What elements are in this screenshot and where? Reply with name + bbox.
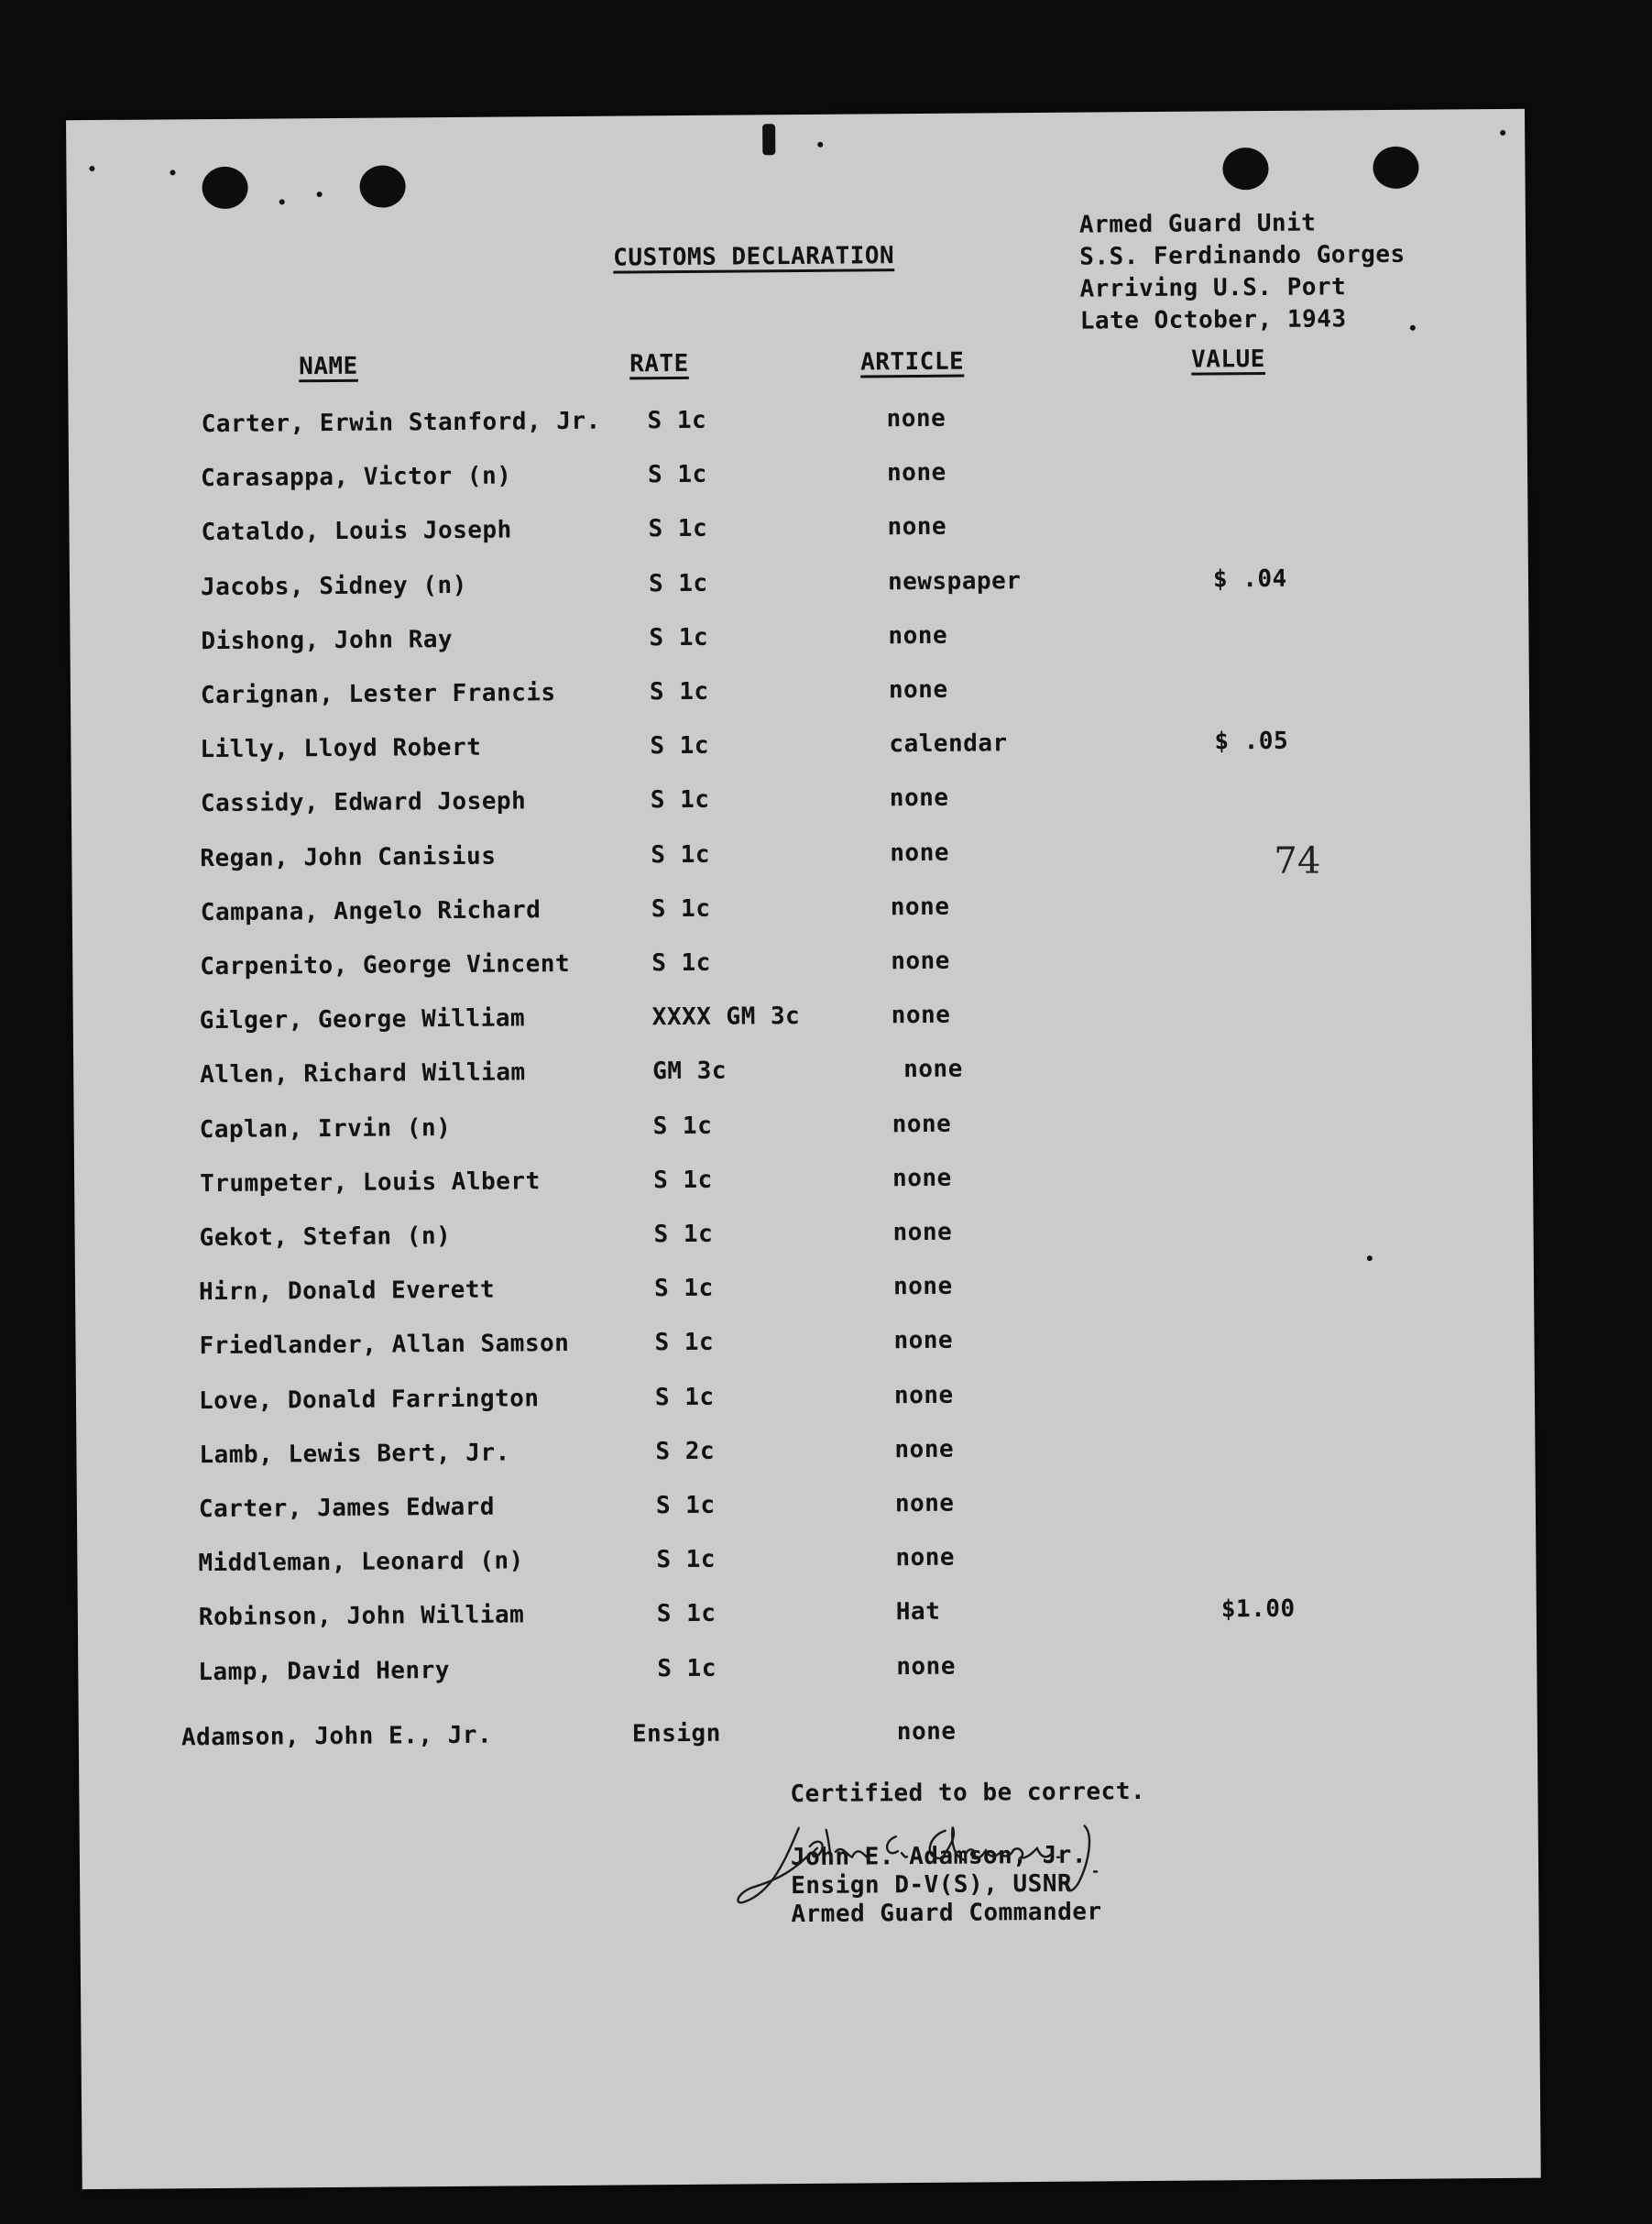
- row-rate: S 1c: [647, 460, 707, 489]
- row-name: Lilly, Lloyd Robert: [200, 733, 482, 764]
- row-rate: S 1c: [648, 569, 708, 597]
- signer-rank: Ensign D-V(S), USNR: [791, 1869, 1073, 1901]
- row-rate: S 1c: [655, 1491, 716, 1520]
- speck: [1367, 1255, 1373, 1261]
- row-rate: S 1c: [656, 1600, 717, 1628]
- column-header-article: ARTICLE: [860, 347, 965, 377]
- row-rate: S 1c: [651, 948, 712, 978]
- row-article: none: [894, 1435, 955, 1463]
- row-article: none: [892, 1218, 953, 1247]
- row-rate: S 1c: [649, 677, 709, 707]
- table-row: [77, 1539, 1536, 1588]
- table-row: [75, 1268, 1534, 1317]
- row-article: none: [891, 1001, 951, 1030]
- row-name: Campana, Angelo Richard: [200, 896, 542, 926]
- row-article: none: [894, 1489, 955, 1518]
- unit-info: [1079, 207, 1406, 338]
- table-row: [71, 780, 1530, 828]
- signer-title: Armed Guard Commander: [791, 1898, 1102, 1929]
- row-article: none: [893, 1327, 954, 1355]
- row-rate: S 1c: [650, 731, 710, 761]
- row-article: newspaper: [887, 566, 1022, 596]
- row-article: none: [888, 621, 948, 651]
- row-name: Carpenito, George Vincent: [200, 949, 571, 981]
- row-name: Regan, John Canisius: [200, 842, 497, 872]
- row-name: Lamp, David Henry: [198, 1656, 451, 1686]
- table-row: [71, 672, 1529, 720]
- row-name: Hirn, Donald Everett: [198, 1276, 496, 1307]
- speck: [89, 166, 94, 171]
- row-rate: S 1c: [651, 894, 711, 924]
- row-rate: S 2c: [655, 1437, 716, 1466]
- document-page: [66, 109, 1541, 2189]
- row-value: $ .04: [1212, 564, 1287, 594]
- row-name: Friedlander, Allan Samson: [199, 1330, 570, 1361]
- table-row: [75, 1322, 1534, 1371]
- row-rate: S 1c: [652, 1112, 713, 1140]
- table-row: [69, 455, 1527, 503]
- row-name: Gekot, Stefan (n): [199, 1222, 452, 1253]
- row-article: none: [886, 404, 946, 433]
- table-row: [73, 997, 1532, 1046]
- speck: [317, 192, 323, 197]
- speck: [762, 124, 775, 155]
- row-rate: S 1c: [656, 1545, 717, 1574]
- column-header-value: VALUE: [1190, 345, 1266, 374]
- row-article: none: [886, 458, 946, 488]
- row-name: Cassidy, Edward Joseph: [200, 787, 527, 818]
- table-row: [78, 1648, 1537, 1696]
- table-row: [72, 943, 1531, 991]
- table-row: [70, 563, 1528, 611]
- speck: [1410, 325, 1416, 331]
- table-row: [72, 889, 1531, 937]
- row-rate: S 1c: [653, 1166, 713, 1195]
- row-name: Jacobs, Sidney (n): [200, 571, 467, 601]
- row-rate: S 1c: [657, 1654, 717, 1682]
- row-name: Carter, James Edward: [198, 1493, 496, 1524]
- document-title: CUSTOMS DECLARATION: [613, 242, 895, 272]
- row-article: none: [889, 784, 949, 813]
- row-article: none: [890, 838, 950, 867]
- row-rate: S 1c: [648, 515, 708, 543]
- unit-info-line: Arriving U.S. Port: [1079, 273, 1347, 303]
- certification-statement: Certified to be correct.: [790, 1778, 1146, 1809]
- row-rate: S 1c: [647, 406, 707, 435]
- row-article: none: [892, 1272, 953, 1301]
- row-rate: XXXX GM 3c: [651, 1002, 801, 1032]
- row-name: Trumpeter, Louis Albert: [200, 1167, 541, 1198]
- row-article: none: [890, 893, 950, 922]
- row-article: Hat: [895, 1598, 941, 1627]
- handwritten-signature: [735, 1807, 1130, 1920]
- signer-name: John E. Adamson, Jr.: [790, 1841, 1088, 1872]
- punch-hole: [1373, 147, 1418, 189]
- row-name: Allen, Richard William: [200, 1058, 526, 1090]
- row-rate: S 1c: [650, 786, 710, 815]
- table-row: [78, 1594, 1537, 1642]
- table-row: [69, 509, 1527, 557]
- table-row: [74, 1160, 1533, 1209]
- row-article: none: [888, 675, 948, 705]
- table-row: [76, 1376, 1535, 1425]
- page-number: 74: [1274, 839, 1321, 882]
- row-name: Carignan, Lester Francis: [200, 679, 556, 710]
- row-rate: GM 3c: [652, 1057, 728, 1086]
- unit-info-line: S.S. Ferdinando Gorges: [1079, 240, 1406, 271]
- row-name: Carter, Erwin Stanford, Jr.: [201, 407, 601, 439]
- row-rate: S 1c: [653, 1220, 714, 1249]
- row-rate: S 1c: [649, 623, 709, 652]
- row-article: none: [892, 1110, 952, 1138]
- row-name: Lamb, Lewis Bert, Jr.: [199, 1439, 510, 1469]
- row-rate: S 1c: [653, 1274, 714, 1303]
- unit-info-line: Armed Guard Unit: [1078, 209, 1317, 239]
- row-article: none: [895, 1543, 956, 1572]
- row-rate: S 1c: [651, 840, 711, 869]
- punch-hole: [202, 167, 247, 209]
- table-row: [73, 1051, 1532, 1100]
- row-article: none: [896, 1717, 957, 1746]
- table-row: [74, 1105, 1533, 1154]
- table-row: [74, 1214, 1533, 1263]
- speck: [170, 170, 175, 175]
- row-rate: Ensign: [631, 1719, 721, 1748]
- unit-info-line: Late October, 1943: [1079, 305, 1347, 335]
- punch-hole: [1222, 148, 1268, 190]
- speck: [279, 199, 285, 204]
- table-row: [70, 618, 1528, 666]
- table-row: [71, 726, 1529, 774]
- row-article: none: [891, 947, 951, 976]
- row-value: $ .05: [1214, 727, 1289, 756]
- table-row: [69, 400, 1527, 449]
- row-name: Carasappa, Victor (n): [200, 462, 512, 493]
- row-article: none: [887, 513, 947, 542]
- row-article: none: [903, 1055, 963, 1084]
- punch-hole: [359, 165, 405, 207]
- row-name: Caplan, Irvin (n): [199, 1113, 452, 1144]
- row-name: Robinson, John William: [198, 1601, 525, 1632]
- row-name: Adamson, John E., Jr.: [181, 1721, 493, 1752]
- row-name: Cataldo, Louis Joseph: [201, 516, 512, 547]
- row-rate: S 1c: [654, 1329, 715, 1357]
- row-name: Love, Donald Farrington: [198, 1384, 540, 1415]
- speck: [817, 142, 823, 148]
- column-header-name: NAME: [299, 352, 358, 381]
- row-article: none: [893, 1381, 954, 1409]
- table-row: [77, 1485, 1536, 1534]
- row-article: none: [896, 1652, 957, 1681]
- row-rate: S 1c: [654, 1383, 715, 1411]
- row-name: Dishong, John Ray: [201, 625, 454, 655]
- row-article: calendar: [889, 729, 1008, 759]
- table-row: [79, 1713, 1537, 1761]
- table-row: [76, 1431, 1535, 1480]
- column-header-rate: RATE: [629, 349, 689, 378]
- row-article: none: [892, 1164, 952, 1192]
- row-value: $1.00: [1220, 1595, 1296, 1624]
- speck: [1500, 130, 1505, 136]
- row-name: Middleman, Leonard (n): [198, 1547, 524, 1578]
- row-name: Gilger, George William: [199, 1004, 526, 1035]
